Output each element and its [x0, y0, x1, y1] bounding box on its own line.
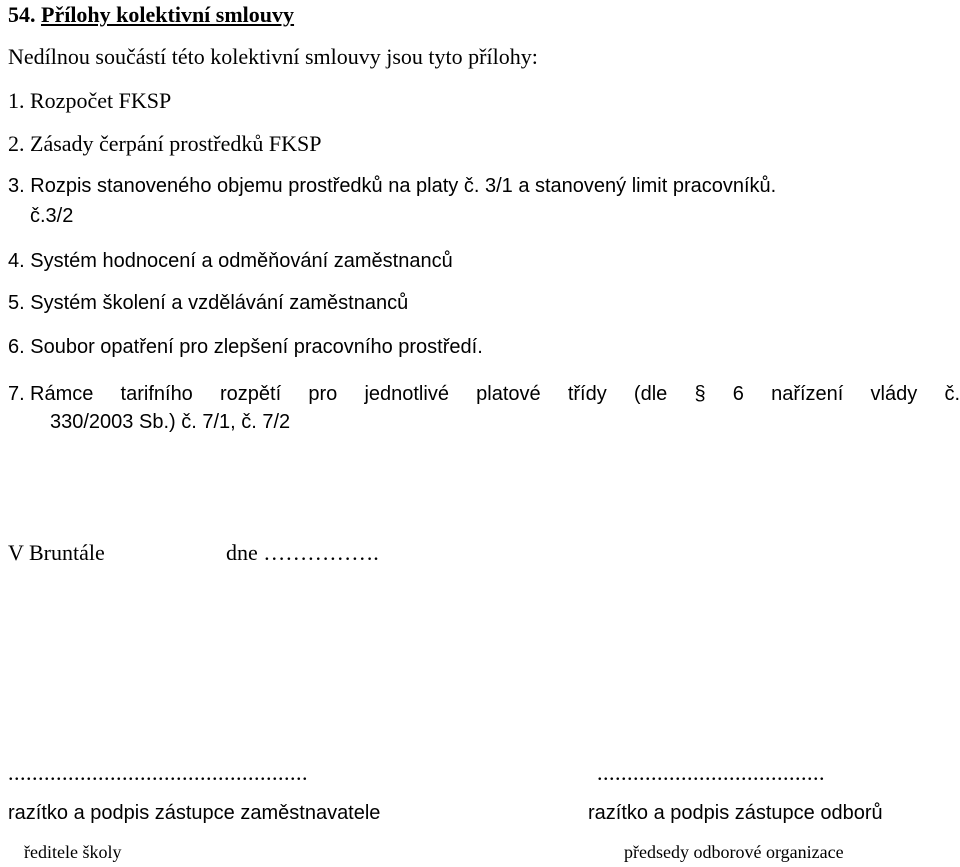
- section-title: Přílohy kolektivní smlouvy: [41, 2, 295, 27]
- date-blank: …………….: [263, 540, 379, 565]
- item-text: Zásady čerpání prostředků FKSP: [30, 131, 322, 156]
- item-text: Systém hodnocení a odměňování zaměstnanců: [30, 250, 453, 272]
- intro-text: Nedílnou součástí této kolektivní smlouvy jsou tyto přílohy:: [8, 44, 538, 69]
- item-number: 6.: [8, 336, 25, 358]
- right-signature-title: předsedy odborové organizace: [624, 842, 844, 862]
- item-number: 4.: [8, 250, 25, 272]
- left-signature-role: razítko a podpis zástupce zaměstnavatele: [8, 802, 381, 824]
- list-item-3: [8, 175, 776, 198]
- list-item-6: [8, 336, 483, 359]
- place-label: V Bruntále: [8, 540, 105, 565]
- item-number: 1.: [8, 88, 25, 113]
- item-number: 2.: [8, 131, 25, 156]
- right-signature-dots: ......................................: [597, 760, 825, 785]
- item-text: Rozpočet FKSP: [30, 88, 172, 113]
- item-number: 7.: [8, 383, 25, 405]
- left-signature-dots: ..................................................: [8, 760, 308, 785]
- item-text: Rozpis stanoveného objemu prostředků na platy č. 3/1 a stanovený limit pracovníků.: [30, 175, 777, 197]
- section-number: 54.: [8, 2, 36, 27]
- list-item-5: [8, 292, 408, 315]
- item-number: 3.: [8, 175, 25, 197]
- list-item-3-continuation: č.3/2: [30, 205, 74, 227]
- item-number: 5.: [8, 292, 25, 314]
- right-signature-role: razítko a podpis zástupce odborů: [588, 802, 883, 824]
- left-signature-title: ředitele školy: [24, 842, 122, 862]
- date-line: [226, 540, 379, 566]
- item-text: Rámce tarifního rozpětí pro jednotlivé platové třídy (dle § 6 nařízení vlády č.: [30, 383, 960, 405]
- section-heading: [8, 2, 294, 28]
- item-text: Soubor opatření pro zlepšení pracovního prostředí.: [30, 336, 483, 358]
- list-item-7-continuation: 330/2003 Sb.) č. 7/1, č. 7/2: [50, 411, 291, 433]
- list-item-7: [8, 380, 960, 433]
- list-item-2: [8, 131, 321, 157]
- list-item-1: [8, 88, 171, 114]
- date-label: dne: [226, 540, 258, 565]
- item-text: Systém školení a vzdělávání zaměstnanců: [30, 292, 409, 314]
- list-item-4: [8, 250, 453, 273]
